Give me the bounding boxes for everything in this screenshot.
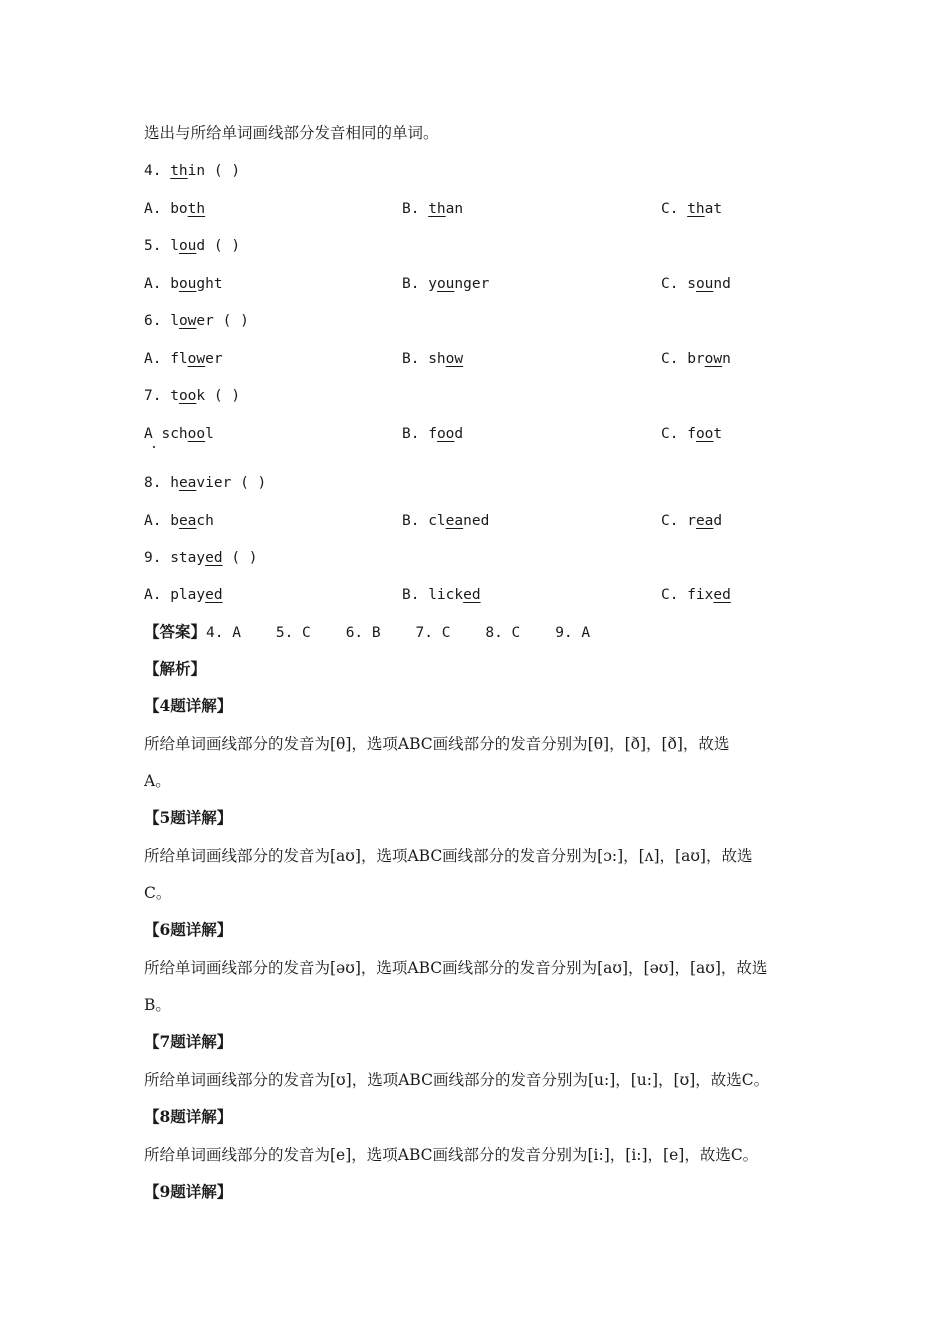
detail-8-heading: 【8题详解】 (144, 1107, 233, 1126)
option-a: A. played (144, 587, 223, 603)
detail-5-text: 所给单词画线部分的发音为[aʊ]，选项ABC画线部分的发音分别为[ɔ:]，[ʌ]，[aʊ]，故选 (144, 847, 753, 865)
underlined-part: ow (178, 313, 197, 329)
question-6 (144, 311, 249, 331)
detail-4-text: 所给单词画线部分的发音为[θ]，选项ABC画线部分的发音分别为[θ]，[ð]，[ð]，故选 (144, 735, 730, 753)
question-7 (144, 386, 240, 406)
question-number: 7. (144, 388, 162, 404)
option-b: B. younger (402, 276, 490, 292)
underlined-part: oo (178, 388, 197, 404)
detail-9-heading: 【9题详解】 (144, 1182, 233, 1201)
question-8 (144, 473, 266, 493)
question-word: took (170, 388, 206, 404)
question-word: heavier (170, 475, 232, 491)
question-word: loud (170, 238, 206, 254)
option-c: C. sound (661, 276, 731, 292)
option-b: B. show (402, 351, 464, 367)
underlined-part: th (170, 163, 188, 179)
answer-blank: ( ) (213, 388, 241, 404)
stray-dot (153, 446, 155, 448)
question-word: lower (170, 313, 214, 329)
question-number: 4. (144, 163, 162, 179)
detail-5-text-cont: C。 (144, 884, 172, 902)
answer-tag: 【答案】 (144, 622, 207, 641)
detail-4-text-cont: A。 (144, 772, 171, 790)
analysis-heading: 【解析】 (144, 659, 207, 678)
option-b: B. food (402, 426, 464, 442)
answer-text: 4. A 5. C 6. B 7. C 8. C 9. A (206, 625, 591, 641)
question-number: 8. (144, 475, 162, 491)
option-b: B. than (402, 201, 464, 217)
question-word: thin (170, 163, 206, 179)
answer-blank: ( ) (240, 475, 267, 491)
answer-blank: ( ) (213, 163, 241, 179)
underlined-part: ea (178, 475, 197, 491)
option-c: C. foot (661, 426, 723, 442)
answer-blank: ( ) (222, 313, 249, 329)
detail-5-heading: 【5题详解】 (144, 808, 233, 827)
option-b: B. licked (402, 587, 481, 603)
option-c: C. fixed (661, 587, 731, 603)
instruction: 选出与所给单词画线部分发音相同的单词。 (144, 124, 439, 142)
detail-6-text: 所给单词画线部分的发音为[əʊ]，选项ABC画线部分的发音分别为[aʊ]，[əʊ]，[aʊ]，故选 (144, 959, 768, 977)
detail-6-heading: 【6题详解】 (144, 920, 233, 939)
option-a: A. both (144, 201, 206, 217)
underlined-part: ou (178, 238, 197, 254)
question-4 (144, 161, 240, 181)
question-number: 9. (144, 550, 162, 566)
option-c: C. that (661, 201, 723, 217)
answer-line (144, 622, 590, 643)
question-number: 5. (144, 238, 162, 254)
option-c: C. read (661, 513, 723, 529)
answer-blank: ( ) (231, 550, 258, 566)
question-word: stayed (170, 550, 223, 566)
detail-7-heading: 【7题详解】 (144, 1032, 233, 1051)
question-number: 6. (144, 313, 162, 329)
detail-8-text: 所给单词画线部分的发音为[e]，选项ABC画线部分的发音分别为[i:]，[i:]，[e]，故选C。 (144, 1146, 759, 1164)
option-a: A school (144, 426, 214, 442)
detail-6-text-cont: B。 (144, 996, 171, 1014)
option-a: A. bought (144, 276, 223, 292)
underlined-part: ed (205, 550, 223, 566)
option-c: C. brown (661, 351, 731, 367)
answer-blank: ( ) (213, 238, 241, 254)
option-a: A. beach (144, 513, 214, 529)
option-a: A. flower (144, 351, 223, 367)
detail-4-heading: 【4题详解】 (144, 696, 233, 715)
detail-7-text: 所给单词画线部分的发音为[ʊ]，选项ABC画线部分的发音分别为[u:]，[u:]，[ʊ]，故选C。 (144, 1071, 770, 1089)
option-b: B. cleaned (402, 513, 490, 529)
question-9 (144, 548, 258, 568)
question-5 (144, 236, 240, 256)
